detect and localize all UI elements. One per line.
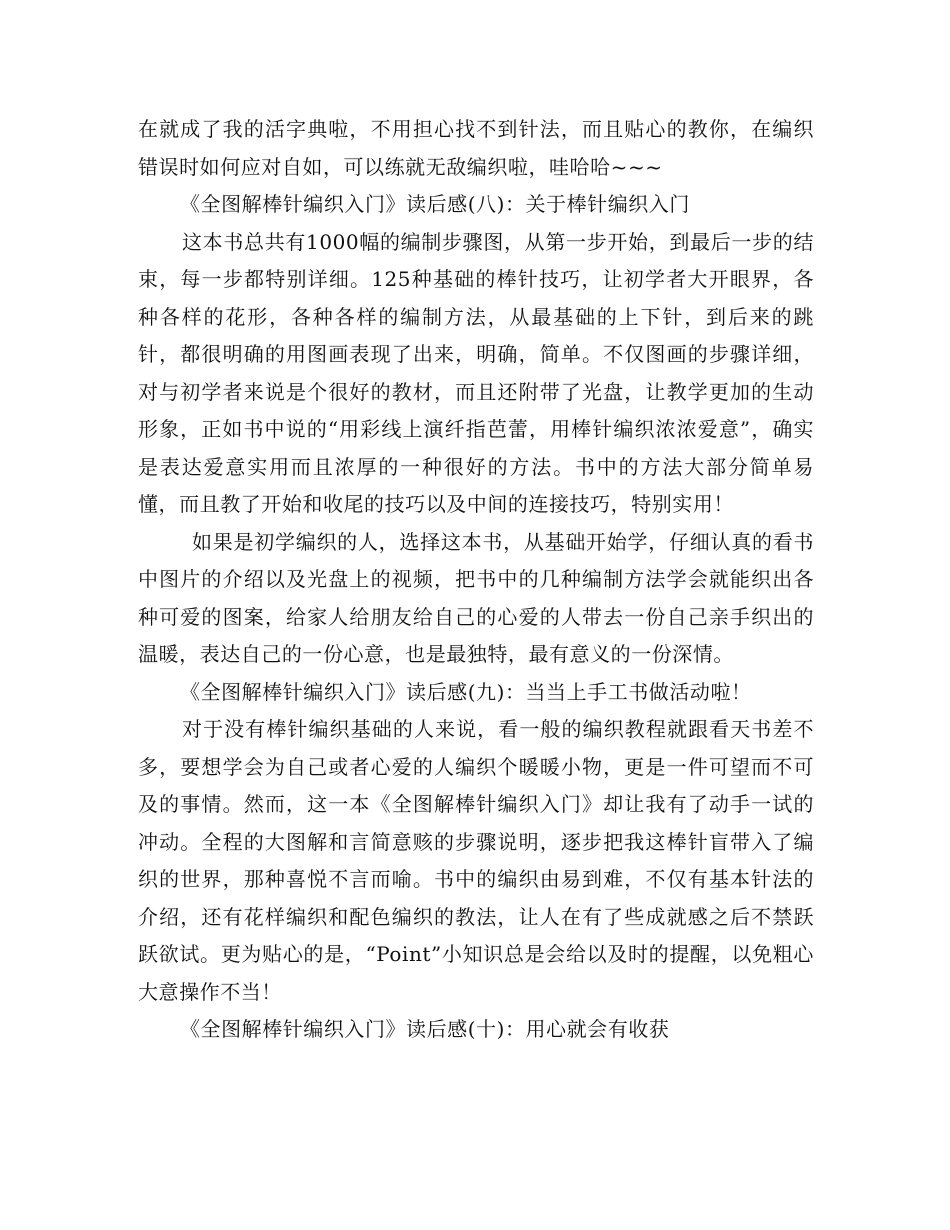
review-heading-8: 《全图解棒针编织入门》读后感(八)：关于棒针编织入门 <box>180 192 690 216</box>
body-paragraph-review-8: 这本书总共有1000幅的编制步骤图，从第一步开始，到最后一步的结束，每一步都特别详细。125种基础的棒针技巧，让初学者大开眼界，各种各样的花形，各种各样的编制方法，从最基础的上下针，到后来的跳针，都很明确的用图画表现了出来，明确，简单。不仅图画的步骤详细，对与初学者来说是个很好的教材，而且还附带了光盘，让教学更加的生动形象，正如书中说的“用彩线上演纤指芭蕾，用棒针编织浓浓爱意”，确实是表达爱意实用而且浓厚的一种很好的方法。书中的方法大部分简单易懂，而且教了开始和收尾的技巧以及中间的连接技巧，特别实用！ <box>138 229 814 516</box>
document-body <box>138 111 814 1049</box>
body-paragraph-beginner-advice: 如果是初学编织的人，选择这本书，从基础开始学，仔细认真的看书中图片的介绍以及光盘上的视频，把书中的几种编制方法学会就能织出各种可爱的图案，给家人给朋友给自己的心爱的人带去一份自己亲手织出的温暖，表达自己的一份心意，也是最独特，最有意义的一份深情。 <box>138 529 814 666</box>
body-paragraph-continuation: 在就成了我的活字典啦，不用担心找不到针法，而且贴心的教你，在编织错误时如何应对自如，可以练就无敌编织啦，哇哈哈~~~ <box>138 117 814 179</box>
body-paragraph-review-9: 对于没有棒针编织基础的人来说，看一般的编织教程就跟看天书差不多，要想学会为自己或者心爱的人编织个暖暖小物，更是一件可望而不可及的事情。然而，这一本《全图解棒针编织入门》却让我有了动手一试的冲动。全程的大图解和言简意赅的步骤说明，逐步把我这棒针盲带入了编织的世界，那种喜悦不言而喻。书中的编织由易到难，不仅有基本针法的介绍，还有花样编织和配色编织的教法，让人在有了些成就感之后不禁跃跃欲试。更为贴心的是，“Point”小知识总是会给以及时的提醒，以免粗心大意操作不当！ <box>138 717 814 1004</box>
review-heading-10: 《全图解棒针编织入门》读后感(十)：用心就会有收获 <box>180 1017 670 1041</box>
review-heading-9: 《全图解棒针编织入门》读后感(九)：当当上手工书做活动啦！ <box>180 679 752 704</box>
